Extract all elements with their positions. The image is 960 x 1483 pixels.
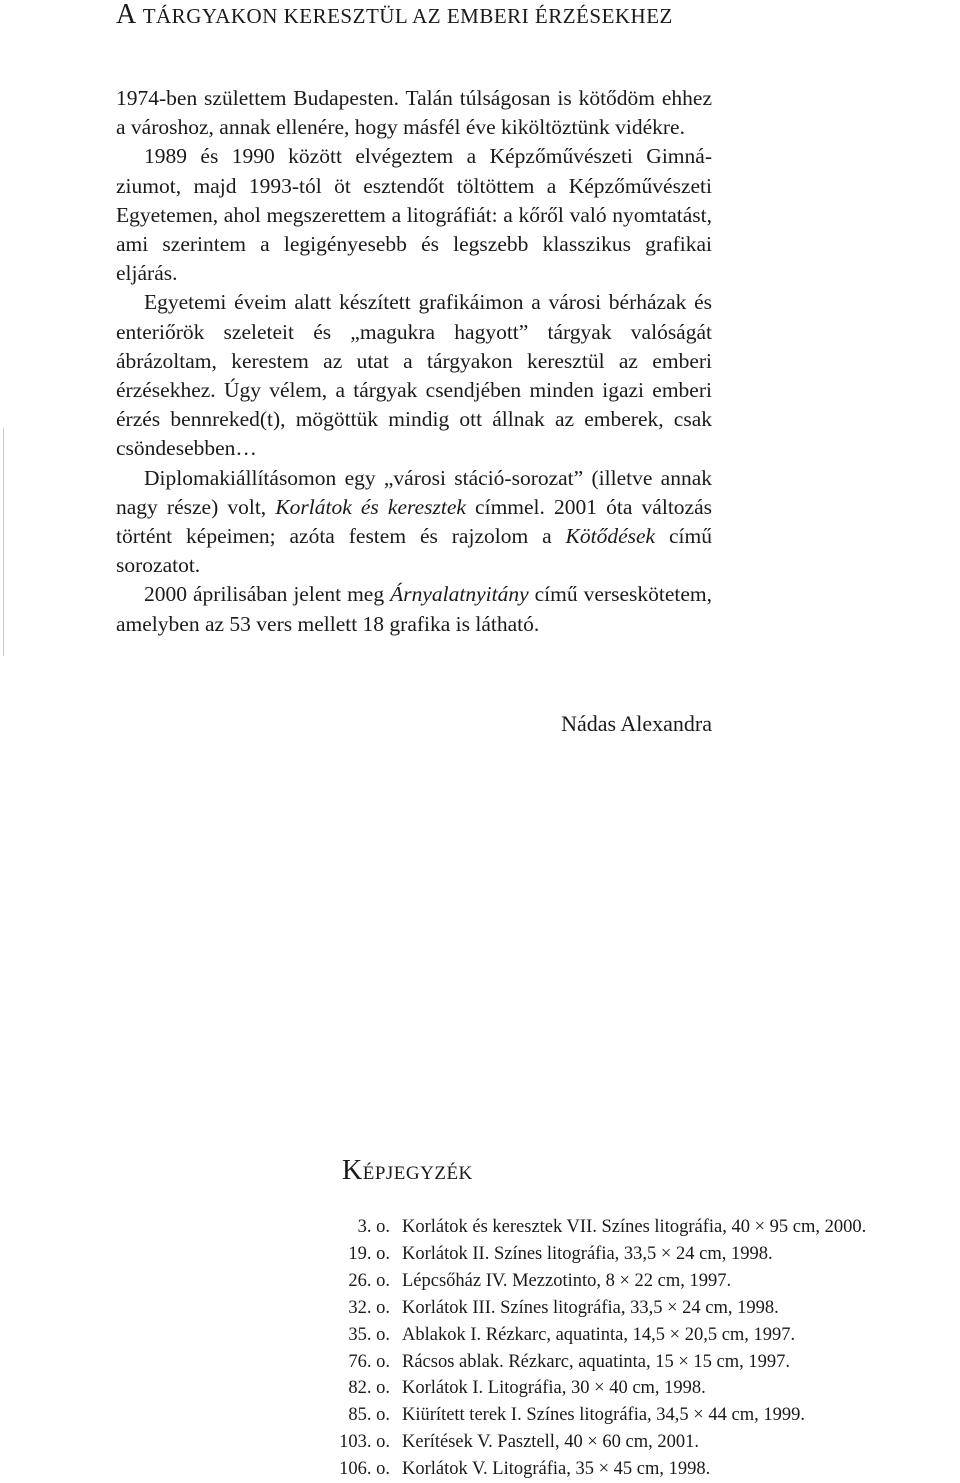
catalog-page-number: 85. o. bbox=[348, 1405, 390, 1426]
catalog-row bbox=[326, 1214, 960, 1241]
body-text bbox=[116, 84, 712, 639]
paragraph-text: című sorozatot. bbox=[116, 524, 712, 578]
chapter-heading-initial: A bbox=[116, 0, 136, 30]
catalog-page-number: 106. o. bbox=[339, 1459, 390, 1480]
catalog-description: Kerítések V. Pasztell, 40 × 60 cm, 2001. bbox=[402, 1432, 699, 1453]
italic-title: Kötődések bbox=[565, 524, 656, 549]
body-paragraph bbox=[116, 84, 712, 142]
catalog-page-number: 76. o. bbox=[348, 1351, 390, 1372]
catalog-row bbox=[326, 1349, 960, 1376]
catalog-description: Korlátok V. Litográfia, 35 × 45 cm, 1998. bbox=[402, 1459, 711, 1480]
paragraph-text: című verseskötetem, amelyben az 53 vers mellett 18 grafika is látható. bbox=[116, 582, 712, 636]
paragraph-text: 2000 áprilisában jelent meg bbox=[144, 582, 391, 607]
catalog-description: Korlátok I. Litográfia, 30 × 40 cm, 1998. bbox=[402, 1378, 706, 1399]
catalog-description: Korlátok II. Színes litográfia, 33,5 × 24 cm, 1998. bbox=[402, 1243, 773, 1264]
paragraph-text: 1989 és 1990 között elvégeztem a Képzőművészeti Gimnáziumot, majd 1993-tól öt esztendőt töltöttem a Képzőművészeti Egyetemen, ahol megszerettem a litográfiát: a kőről való nyomtatást, ami szerintem a legigényesebb és legszebb klasszikus grafikai eljárás. bbox=[116, 144, 712, 286]
catalog-page-number: 32. o. bbox=[348, 1297, 390, 1318]
catalog-row bbox=[326, 1375, 960, 1402]
body-paragraph bbox=[116, 142, 712, 288]
paragraph-text: Egyetemi éveim alatt készített grafikáimon a városi bérházak és enteriőrök szeleteit és „magukra hagyott” tárgyak valóságát ábrázoltam, kerestem az utat a tárgyakon keresztül az emberi érzésekhez. Úgy vélem, a tárgyak csendjében minden igazi emberi érzés bennreked(t), mögöttük mindig ott állnak az emberek, csak csöndesebben… bbox=[116, 290, 712, 461]
paragraph-text: címmel. 2001 óta változás történt képeimen; azóta festem és rajzolom a bbox=[116, 494, 712, 549]
catalog-description: Rácsos ablak. Rézkarc, aquatinta, 15 × 15 cm, 1997. bbox=[402, 1351, 791, 1372]
catalog-description: Korlátok III. Színes litográfia, 33,5 × 24 cm, 1998. bbox=[402, 1297, 779, 1318]
catalog-page-number: 26. o. bbox=[348, 1270, 390, 1291]
image-list-title-rest: ÉPJEGYZÉK bbox=[362, 1163, 473, 1184]
catalog-page-number: 3. o. bbox=[357, 1217, 390, 1237]
body-paragraph bbox=[116, 464, 712, 581]
catalog-page-number: 19. o. bbox=[348, 1243, 390, 1264]
catalog-description: Kiürített terek I. Színes litográfia, 34,5 × 44 cm, 1999. bbox=[402, 1405, 805, 1426]
italic-title: Korlátok és keresztek bbox=[275, 494, 466, 519]
image-list-title bbox=[342, 1156, 473, 1189]
body-paragraph bbox=[116, 288, 712, 463]
chapter-heading-rest: TÁRGYAKON KERESZTÜL AZ EMBERI ÉRZÉSEKHEZ bbox=[142, 4, 673, 28]
catalog-page-number: 103. o. bbox=[339, 1432, 390, 1453]
catalog-description: Ablakok I. Rézkarc, aquatinta, 14,5 × 20,5 cm, 1997. bbox=[402, 1324, 796, 1345]
catalog-row bbox=[326, 1295, 960, 1322]
page-edge-line bbox=[3, 428, 4, 656]
catalog-row bbox=[326, 1456, 960, 1483]
paragraph-text: Diplomakiállításomon egy „városi stáció-sorozat” (illetve annak nagy része) volt, bbox=[116, 465, 712, 519]
paragraph-text: 1974-ben születtem Budapesten. Talán túlságosan is kötődöm ehhez a városhoz, annak ellenére, hogy másfél éve kiköltöztünk vidékre. bbox=[116, 86, 712, 140]
catalog-page-number: 82. o. bbox=[348, 1378, 390, 1399]
chapter-heading bbox=[116, 0, 673, 31]
catalog-row bbox=[326, 1322, 960, 1349]
catalog-row bbox=[326, 1268, 960, 1295]
author-signature: Nádas Alexandra bbox=[561, 711, 712, 736]
catalog-row bbox=[326, 1402, 960, 1429]
catalog-row bbox=[326, 1241, 960, 1268]
image-list-title-initial: K bbox=[342, 1155, 363, 1186]
body-paragraph bbox=[116, 580, 712, 638]
italic-title: Árnyalatnyitány bbox=[390, 582, 529, 607]
catalog-page-number: 35. o. bbox=[348, 1324, 390, 1345]
catalog-description: Lépcsőház IV. Mezzotinto, 8 × 22 cm, 1997. bbox=[402, 1270, 732, 1291]
catalog-description: Korlátok és keresztek VII. Színes litográfia, 40 × 95 cm, 2000. bbox=[402, 1217, 867, 1237]
image-catalog bbox=[326, 1214, 960, 1483]
catalog-row bbox=[326, 1429, 960, 1456]
